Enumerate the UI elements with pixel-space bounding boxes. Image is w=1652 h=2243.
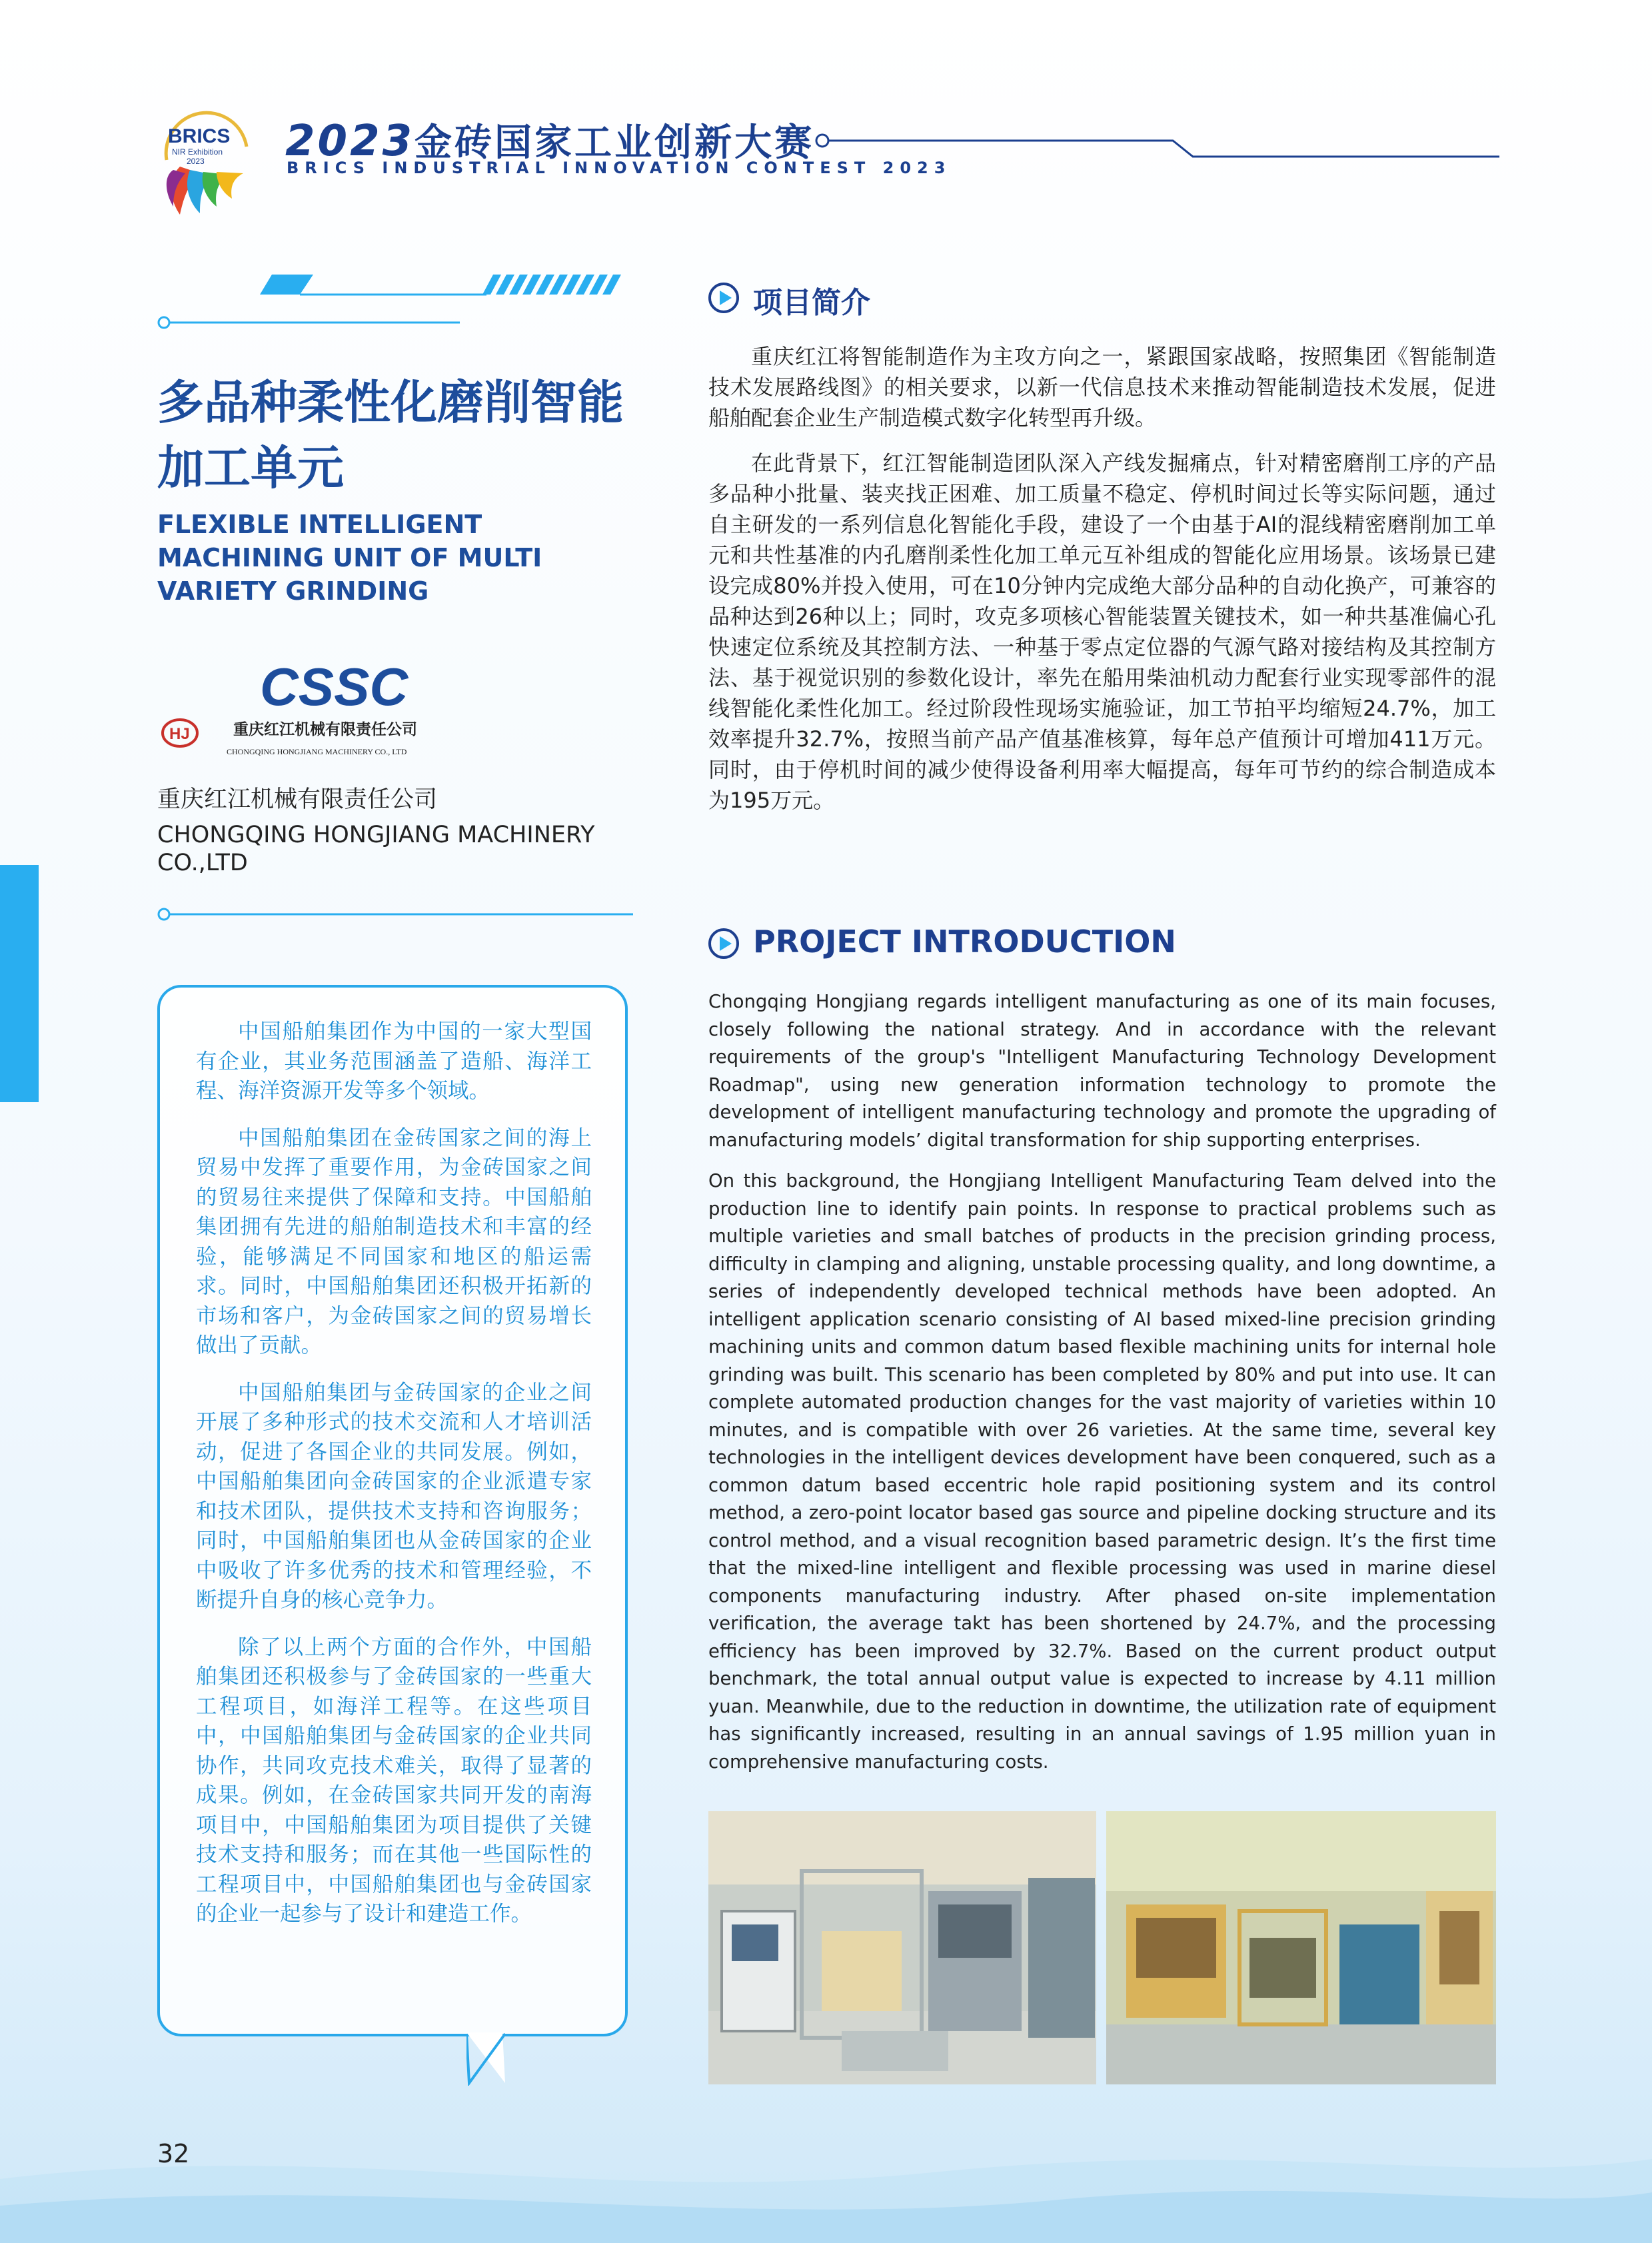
bubble-tail [466,2032,513,2086]
intro-cn-paragraph: 在此背景下，红江智能制造团队深入产线发掘痛点，针对精密磨削工序的产品多品种小批量、装夹找正困难、加工质量不稳定、停机时间过长等实际问题，通过自主研发的一系列信息化智能化手段，建设了一个由基于AI的混线精密磨削加工单元和共性基准的内孔磨削柔性化加工单元互补组成的智能化应用场景。该场景已建设完成80%并投入使用，可在10分钟内完成绝大部分品种的自动化换产，可兼容的品种达到26种以上；同时，攻克多项核心智能装置关键技术，如一种共基准偏心孔快速定位系统及其控制方法、一种基于零点定位器的气源气路对接结构及其控制方法、基于视觉识别的参数化设计，率先在船用柴油机动力配套行业实现零部件的混线智能化柔性化加工。经过阶段性现场实施验证，加工节拍平均缩短24.7%，加工效率提升32.7%，按照当前产品产值基准核算，每年总产值预计可增加411万元。同时，由于停机时间的减少使得设备利用率大幅提高，每年可节约的综合制造成本为195万元。 [708,450,1496,813]
sidebar-paragraph: 中国船舶集团与金砖国家的企业之间开展了多种形式的技术交流和人才培训活动，促进了各国企业的共同发展。例如，中国船舶集团向金砖国家的企业派遣专家和技术团队，提供技术支持和咨询服务；同时，中国船舶集团也从金砖国家的企业中吸收了许多优秀的技术和管理经验，不断提升自身的核心竞争力。 [196,1380,592,1612]
play-icon [708,282,740,314]
project-title-cn: 多品种柔性化磨削智能加工单元 [157,375,624,495]
page-number: 32 [157,2139,190,2168]
workshop-photo-left [708,1811,1096,2084]
side-tab-accent [0,865,39,1102]
company-name-en: CHONGQING HONGJIANG MACHINERY CO.,LTD [157,822,595,876]
workshop-photo-right [1106,1811,1496,2084]
background-waves [0,2099,1652,2243]
intro-en-paragraph: Chongqing Hongjiang regards intelligent manufacturing as one of its main focuses, closely following the national strategy. And in accordance with the relevant requirements of the group's "Intelligent Manufacturing Technology Development Roadmap", using new generation information technology to promote the development of intelligent manufacturing technology and promote the upgrading of manufacturing models’ digital transformation for ship supporting enterprises. [708,991,1496,1151]
play-icon [708,928,740,960]
contest-year: 2023 [285,117,415,166]
company-name-cn: 重庆红江机械有限责任公司 [157,786,438,813]
contest-title-cn-text: 金砖国家工业创新大赛 [414,121,815,165]
sidebar-paragraph: 除了以上两个方面的合作外，中国船舶集团还积极参与了金砖国家的一些重大工程项目，如海洋工程等。在这些项目中，中国船舶集团与金砖国家的企业共同协作，共同攻克技术难关，取得了显著的成果。例如，在金砖国家共同开发的南海项目中，中国船舶集团为项目提供了关键技术支持和服务；而在其他一些国际性的工程项目中，中国船舶集团也与金砖国家的企业一起参与了设计和建造工作。 [196,1635,592,1926]
sidebar-paragraph: 中国船舶集团在金砖国家之间的海上贸易中发挥了重要作用，为金砖国家之间的贸易往来提供了保障和支持。中国船舶集团拥有先进的船舶制造技术和丰富的经验，能够满足不同国家和地区的船运需求。同时，中国船舶集团还积极开拓新的市场和客户，为金砖国家之间的贸易增长做出了贡献。 [196,1125,592,1357]
left-divider [153,908,633,921]
logo-company-en: CHONGQING HONGJIANG MACHINERY CO., LTD [227,747,407,756]
intro-en-paragraph: On this background, the Hongjiang Intelligent Manufacturing Team delved into the production line to identify pain points. In response to practical problems such as multiple varieties and small batches of products in the precision grinding process, difficulty in clamping and aligning, unstable processing quality, and long downtime, a series of independently developed technical methods have been adopted. An intelligent application scenario consisting of AI based mixed-line precision grinding machining units and common datum based flexible machining units for internal hole grinding was built. This scenario has been completed by 80% and put into use. It can complete automated production changes for the vast majority of varieties within 10 minutes, and is compatible with over 26 varieties. At the same time, several key technologies in the intelligent devices development have been conquered, such as a common datum based eccentric hole rapid positioning system and its control method, a zero-point locator based gas source and pipeline docking structure and its control method, and a visual recognition based parametric design. It’s the first time that the mixed-line intelligent and flexible processing was used in marine diesel components manufacturing industry. After phased on-site implementation verification, the average takt has been shortened by 24.7%, and the processing efficiency has been improved by 32.7%. Based on the current product output benchmark, the total annual output value is expected to increase by 4.11 million yuan. Meanwhile, due to the reduction in downtime, the utilization rate of equipment has significantly increased, resulting in an annual savings of 1.95 million yuan in comprehensive manufacturing costs. [708,1170,1496,1773]
hj-logo-text: HJ [169,725,190,743]
header-decor-line [813,123,1499,163]
logo-year-text: 2023 [187,157,205,166]
sidebar-paragraph: 中国船舶集团作为中国的一家大型国有企业，其业务范围涵盖了造船、海洋工程、海洋资源开发等多个领域。 [196,1020,592,1103]
company-logo [160,660,453,766]
intro-en-body [708,988,1496,1789]
brics-nir-logo [153,100,257,217]
logo-exhibition-text: NIR Exhibition [172,147,223,157]
contest-title-en: BRICS INDUSTRIAL INNOVATION CONTEST 2023 [287,159,952,177]
logo-company-cn: 重庆红江机械有限责任公司 [233,721,417,738]
section-heading-en: PROJECT INTRODUCTION [753,924,1176,960]
logo-brics-text: BRICS [168,125,231,147]
project-title-en: FLEXIBLE INTELLIGENT MACHINING UNIT OF MULTI VARIETY GRINDING [157,510,542,606]
title-decoration [153,267,633,333]
intro-cn-body [708,341,1496,830]
intro-cn-paragraph: 重庆红江将智能制造作为主攻方向之一，紧跟国家战略，按照集团《智能制造技术发展路线图》的相关要求，以新一代信息技术来推动智能制造技术发展，促进船舶配套企业生产制造模式数字化转型再升级。 [708,344,1496,430]
section-heading-cn: 项目简介 [753,286,870,320]
cssc-logo-text: CSSC [260,660,409,716]
sidebar-text [196,1017,592,1946]
